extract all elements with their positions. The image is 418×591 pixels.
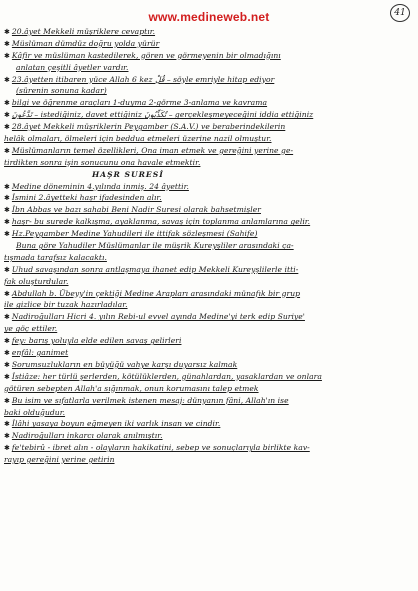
note-line <box>4 181 414 193</box>
note-text: Nadiroğulları Hicri 4. yılın Rebi-ul evvel ayında Medine'yi terk edip Suriye' <box>11 312 305 322</box>
note-line <box>4 335 414 347</box>
note-line <box>4 204 414 216</box>
note-text: Sorumsuzlukların en büyüğü vahye karşı duyarsız kalmak <box>11 359 238 369</box>
note-line <box>4 418 414 430</box>
note-line <box>4 311 414 323</box>
note-text: bilgi ve öğrenme araçları 1-duyma 2-görme 3-anlama ve kavrama <box>11 98 268 108</box>
asterisk-bullet-icon: ✱ <box>4 444 10 453</box>
note-text: 28.âyet Mekkeli müşriklerin Peygamber (S.A.V.) ve beraberindekilerin <box>11 122 286 132</box>
note-text: İstiâze: her türlü şerlerden, kötülüklerden, günahlardan, yasaklardan ve onlara <box>11 371 322 381</box>
note-line <box>4 252 414 264</box>
asterisk-bullet-icon: ✱ <box>4 337 10 346</box>
note-line <box>4 109 414 121</box>
note-text: tışmada tarafsız kalacaktı. <box>4 252 107 262</box>
note-text: Uhud savaşından sonra antlaşmaya ihanet edip Mekkeli Kureyşlilerle itti- <box>11 264 299 274</box>
note-line <box>4 430 414 442</box>
note-text: enfâl: ganimet <box>11 348 69 358</box>
note-line <box>4 407 414 419</box>
note-text: Müslüman dümdüz doğru yolda yürür <box>11 38 160 48</box>
asterisk-bullet-icon: ✱ <box>4 75 10 84</box>
asterisk-bullet-icon: ✱ <box>4 99 10 108</box>
note-text: götüren sebepten Allah'a sığınmak, onun korumasını talep etmek <box>4 383 259 393</box>
note-text: haşr- bu surede kalkışma, ayaklanma, savaş için toplanma anlamlarına gelir. <box>11 217 311 227</box>
note-line <box>4 26 414 38</box>
note-line <box>4 276 414 288</box>
note-line <box>4 323 414 335</box>
section-heading <box>4 169 414 181</box>
asterisk-bullet-icon: ✱ <box>4 372 10 381</box>
note-line <box>4 240 414 252</box>
site-url: www.medineweb.net <box>148 10 270 24</box>
note-text: ile gizlice bir tuzak hazırladılar. <box>4 300 128 310</box>
note-text: baki olduğudur. <box>4 407 66 417</box>
note-line <box>4 62 414 74</box>
note-text: Abdullah b. Übeyy'in çektiği Medine Arapları arasındaki münafık bir grup <box>11 288 301 298</box>
note-line <box>4 50 414 62</box>
note-line <box>4 371 414 383</box>
asterisk-bullet-icon: ✱ <box>4 182 10 191</box>
asterisk-bullet-icon: ✱ <box>4 111 10 120</box>
note-text: Hz.Peygamber Medine Yahudileri ile ittifak sözleşmesi (Sahife) <box>11 229 258 239</box>
note-line <box>4 145 414 157</box>
note-text: Buna göre Yahudiler Müslümanlar ile müşrik Kureyşliler arasındaki ça- <box>16 241 294 251</box>
asterisk-bullet-icon: ✱ <box>4 432 10 441</box>
asterisk-bullet-icon: ✱ <box>4 146 10 155</box>
asterisk-bullet-icon: ✱ <box>4 123 10 132</box>
note-text: HAŞR SURESİ <box>92 169 164 179</box>
note-text: fey: barış yoluyla elde edilen savaş gelirleri <box>11 336 182 346</box>
handwritten-notes <box>4 26 414 466</box>
asterisk-bullet-icon: ✱ <box>4 51 10 60</box>
note-line <box>4 216 414 228</box>
asterisk-bullet-icon: ✱ <box>4 194 10 203</box>
asterisk-bullet-icon: ✱ <box>4 39 10 48</box>
note-line <box>4 192 414 204</box>
note-text: تَدَّعُونَ – istediğiniz, davet ettiğiniz تُكَذِّبُونَ – gerçekleşmeyeceğini iddia ettiğiniz <box>11 110 314 120</box>
note-text: İsmini 2.âyetteki haşr ifadesinden alır. <box>11 193 162 203</box>
note-line <box>4 38 414 50</box>
note-line <box>4 97 414 109</box>
note-line <box>4 264 414 276</box>
asterisk-bullet-icon: ✱ <box>4 349 10 358</box>
asterisk-bullet-icon: ✱ <box>4 420 10 429</box>
note-text: İbn Abbas ve bazı sahabi Beni Nadir Suresi olarak bahsetmişler <box>11 205 261 215</box>
asterisk-bullet-icon: ✱ <box>4 206 10 215</box>
note-line <box>4 359 414 371</box>
note-line <box>4 133 414 145</box>
asterisk-bullet-icon: ✱ <box>4 396 10 405</box>
asterisk-bullet-icon: ✱ <box>4 313 10 322</box>
note-text: ye göç ettiler. <box>4 324 58 334</box>
note-line <box>4 442 414 454</box>
note-text: Nadiroğulları inkarcı olarak anılmıştır. <box>11 431 163 441</box>
note-text: İlâhi yasaya boyun eğmeyen iki varlık insan ve cindir. <box>11 419 221 429</box>
asterisk-bullet-icon: ✱ <box>4 360 10 369</box>
note-text: 20.âyet Mekkeli müşriklere cevaptır. <box>11 27 156 36</box>
note-text: 23.âyetten itibaren yüce Allah 6 kez قُلْ – söyle emriyle hitap ediyor <box>11 74 275 84</box>
asterisk-bullet-icon: ✱ <box>4 289 10 298</box>
note-line <box>4 74 414 86</box>
note-text: Bu isim ve sıfatlarla verilmek istenen mesaj: dünyanın fâni, Allah'ın ise <box>11 395 289 405</box>
asterisk-bullet-icon: ✱ <box>4 230 10 239</box>
note-line <box>4 299 414 311</box>
note-text: anlatan çeşitli âyetler vardır. <box>16 62 129 72</box>
note-line <box>4 347 414 359</box>
note-line <box>4 395 414 407</box>
asterisk-bullet-icon: ✱ <box>4 28 10 36</box>
note-line <box>4 85 414 97</box>
note-text: rayıp gereğini yerine getirin <box>4 455 115 465</box>
note-text: fe'tebirû - ibret alın - olayların hakikatini, sebep ve sonuçlarıyla birlikte kav- <box>11 443 310 453</box>
asterisk-bullet-icon: ✱ <box>4 218 10 227</box>
note-text: helâk olmaları, ölmeleri için beddua etmeleri üzerine nazil olmuştur. <box>4 134 272 144</box>
note-line <box>4 121 414 133</box>
note-text: Müslümanların temel özellikleri, Ona iman etmek ve gereğini yerine ge- <box>11 145 294 155</box>
note-text: (sürenin sonuna kadar) <box>16 86 107 96</box>
note-line <box>4 228 414 240</box>
note-text: tirdikten sonra işin sonucunu ona havale etmektir. <box>4 157 201 167</box>
note-text: Kâfir ve müslüman kastedilerek, gören ve görmeyenin bir olmadığını <box>11 50 281 60</box>
asterisk-bullet-icon: ✱ <box>4 265 10 274</box>
note-text: fak oluşturdular. <box>4 276 69 286</box>
page-number: 41 <box>390 4 410 22</box>
note-line <box>4 454 414 466</box>
note-line <box>4 383 414 395</box>
note-text: Medine döneminin 4.yılında inmiş. 24 âyettir. <box>11 181 189 191</box>
note-line <box>4 288 414 300</box>
note-line <box>4 157 414 169</box>
